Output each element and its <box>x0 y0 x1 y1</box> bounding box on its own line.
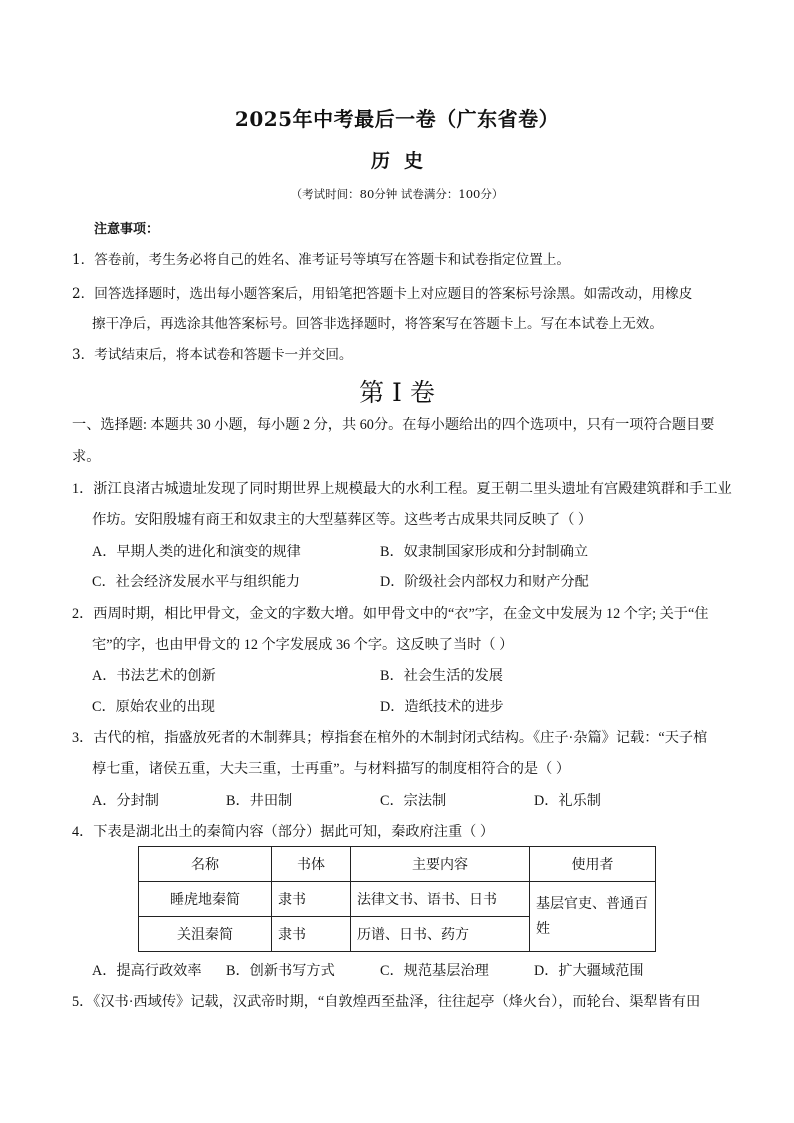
question-3-stem-continued: 椁七重，诸侯五重，大夫三重，士再重”。与材料描写的制度相符合的是（ ） <box>92 761 571 777</box>
notice-item: 2．回答选择题时，选出每小题答案后，用铅笔把答题卡上对应题目的答案标号涂黑。如需改动，用橡皮 <box>72 286 693 302</box>
question-3-stem: 3．古代的棺，指盛放死者的木制葬具；椁指套在棺外的木制封闭式结构。《庄子·杂篇》记载：“天子棺 <box>72 730 708 746</box>
question-1-option-d[interactable]: D．阶级社会内部权力和财产分配 <box>380 574 589 590</box>
table-cell-users <box>530 882 656 952</box>
question-1-option-b[interactable]: B．奴隶制国家形成和分封制确立 <box>380 544 589 560</box>
question-3-option-d[interactable]: D．礼乐制 <box>534 793 601 809</box>
table-header-cell: 书体 <box>272 847 351 882</box>
notice-item: 3．考试结束后，将本试卷和答题卡一并交回。 <box>72 347 353 363</box>
table-cell: 睡虎地秦简 <box>139 882 272 917</box>
question-1-stem: 1．浙江良渚古城遗址发现了同时期世界上规模最大的水利工程。夏王朝二里头遗址有宫殿建筑群和手工业 <box>72 481 732 497</box>
question-2-stem-continued: 宅”的字，也由甲骨文的 12 个字发展成 36 个字。这反映了当时（ ） <box>92 637 514 653</box>
table-header-row <box>139 847 656 882</box>
table-row <box>139 882 656 917</box>
question-1-option-c[interactable]: C．社会经济发展水平与组织能力 <box>92 574 301 590</box>
exam-title: 2025年中考最后一卷（广东省卷） <box>234 107 560 131</box>
table-header-cell: 主要内容 <box>351 847 530 882</box>
table-cell: 法律文书、语书、日书 <box>351 882 530 917</box>
question-4-stem: 4．下表是湖北出土的秦简内容（部分）据此可知，秦政府注重（ ） <box>72 824 495 840</box>
question-3-option-c[interactable]: C．宗法制 <box>380 793 447 809</box>
subject-title: 历史 <box>370 150 437 172</box>
table-cell-users-line: 姓 <box>536 921 550 937</box>
question-4-table <box>138 846 656 952</box>
table-cell-users-line: 基层官吏、普通百 <box>536 896 648 912</box>
question-1-option-a[interactable]: A．早期人类的进化和演变的规律 <box>92 544 301 560</box>
question-2-option-d[interactable]: D．造纸技术的进步 <box>380 699 504 715</box>
question-2-option-a[interactable]: A．书法艺术的创新 <box>92 668 216 684</box>
notice-heading: 注意事项： <box>94 222 160 237</box>
section-instructions-continued: 求。 <box>72 449 101 465</box>
question-2-option-b[interactable]: B．社会生活的发展 <box>380 668 503 684</box>
table-header-cell: 名称 <box>139 847 272 882</box>
notice-item: 1．答卷前，考生务必将自己的姓名、准考证号等填写在答题卡和试卷指定位置上。 <box>72 252 571 268</box>
notice-item-continued: 擦干净后，再选涂其他答案标号。回答非选择题时，将答案写在答题卡上。写在本试卷上无效。 <box>92 316 663 332</box>
question-2-stem: 2．西周时期，相比甲骨文，金文的字数大增。如甲骨文中的“衣”字，在金文中发展为 12 个字; 关于“住 <box>72 606 709 622</box>
section-instructions: 一、选择题: 本题共 30 小题，每小题 2 分，共 60分。在每小题给出的四个选项中，只有一项符合题目要 <box>72 417 715 433</box>
exam-info: （考试时间：80分钟 试卷满分：100分） <box>290 187 504 201</box>
question-3-option-a[interactable]: A．分封制 <box>92 793 159 809</box>
table-cell: 历谱、日书、药方 <box>351 917 530 952</box>
table-cell: 隶书 <box>272 917 351 952</box>
question-1-stem-continued: 作坊。安阳殷墟有商王和奴隶主的大型墓葬区等。这些考古成果共同反映了（ ） <box>92 512 593 528</box>
question-4-option-a[interactable]: A．提高行政效率 <box>92 963 202 979</box>
section-heading: 第 I 卷 <box>359 378 435 407</box>
table-header-cell: 使用者 <box>530 847 656 882</box>
table-cell: 关沮秦简 <box>139 917 272 952</box>
question-5-stem: 5．《汉书·西域传》记载，汉武帝时期，“自敦煌西至盐泽，往往起亭（烽火台），而轮台、渠犁皆有田 <box>72 994 701 1010</box>
question-4-option-d[interactable]: D．扩大疆域范围 <box>534 963 644 979</box>
question-2-option-c[interactable]: C．原始农业的出现 <box>92 699 215 715</box>
question-3-option-b[interactable]: B．井田制 <box>226 793 293 809</box>
question-4-option-c[interactable]: C．规范基层治理 <box>380 963 489 979</box>
question-4-option-b[interactable]: B．创新书写方式 <box>226 963 335 979</box>
table-cell: 隶书 <box>272 882 351 917</box>
